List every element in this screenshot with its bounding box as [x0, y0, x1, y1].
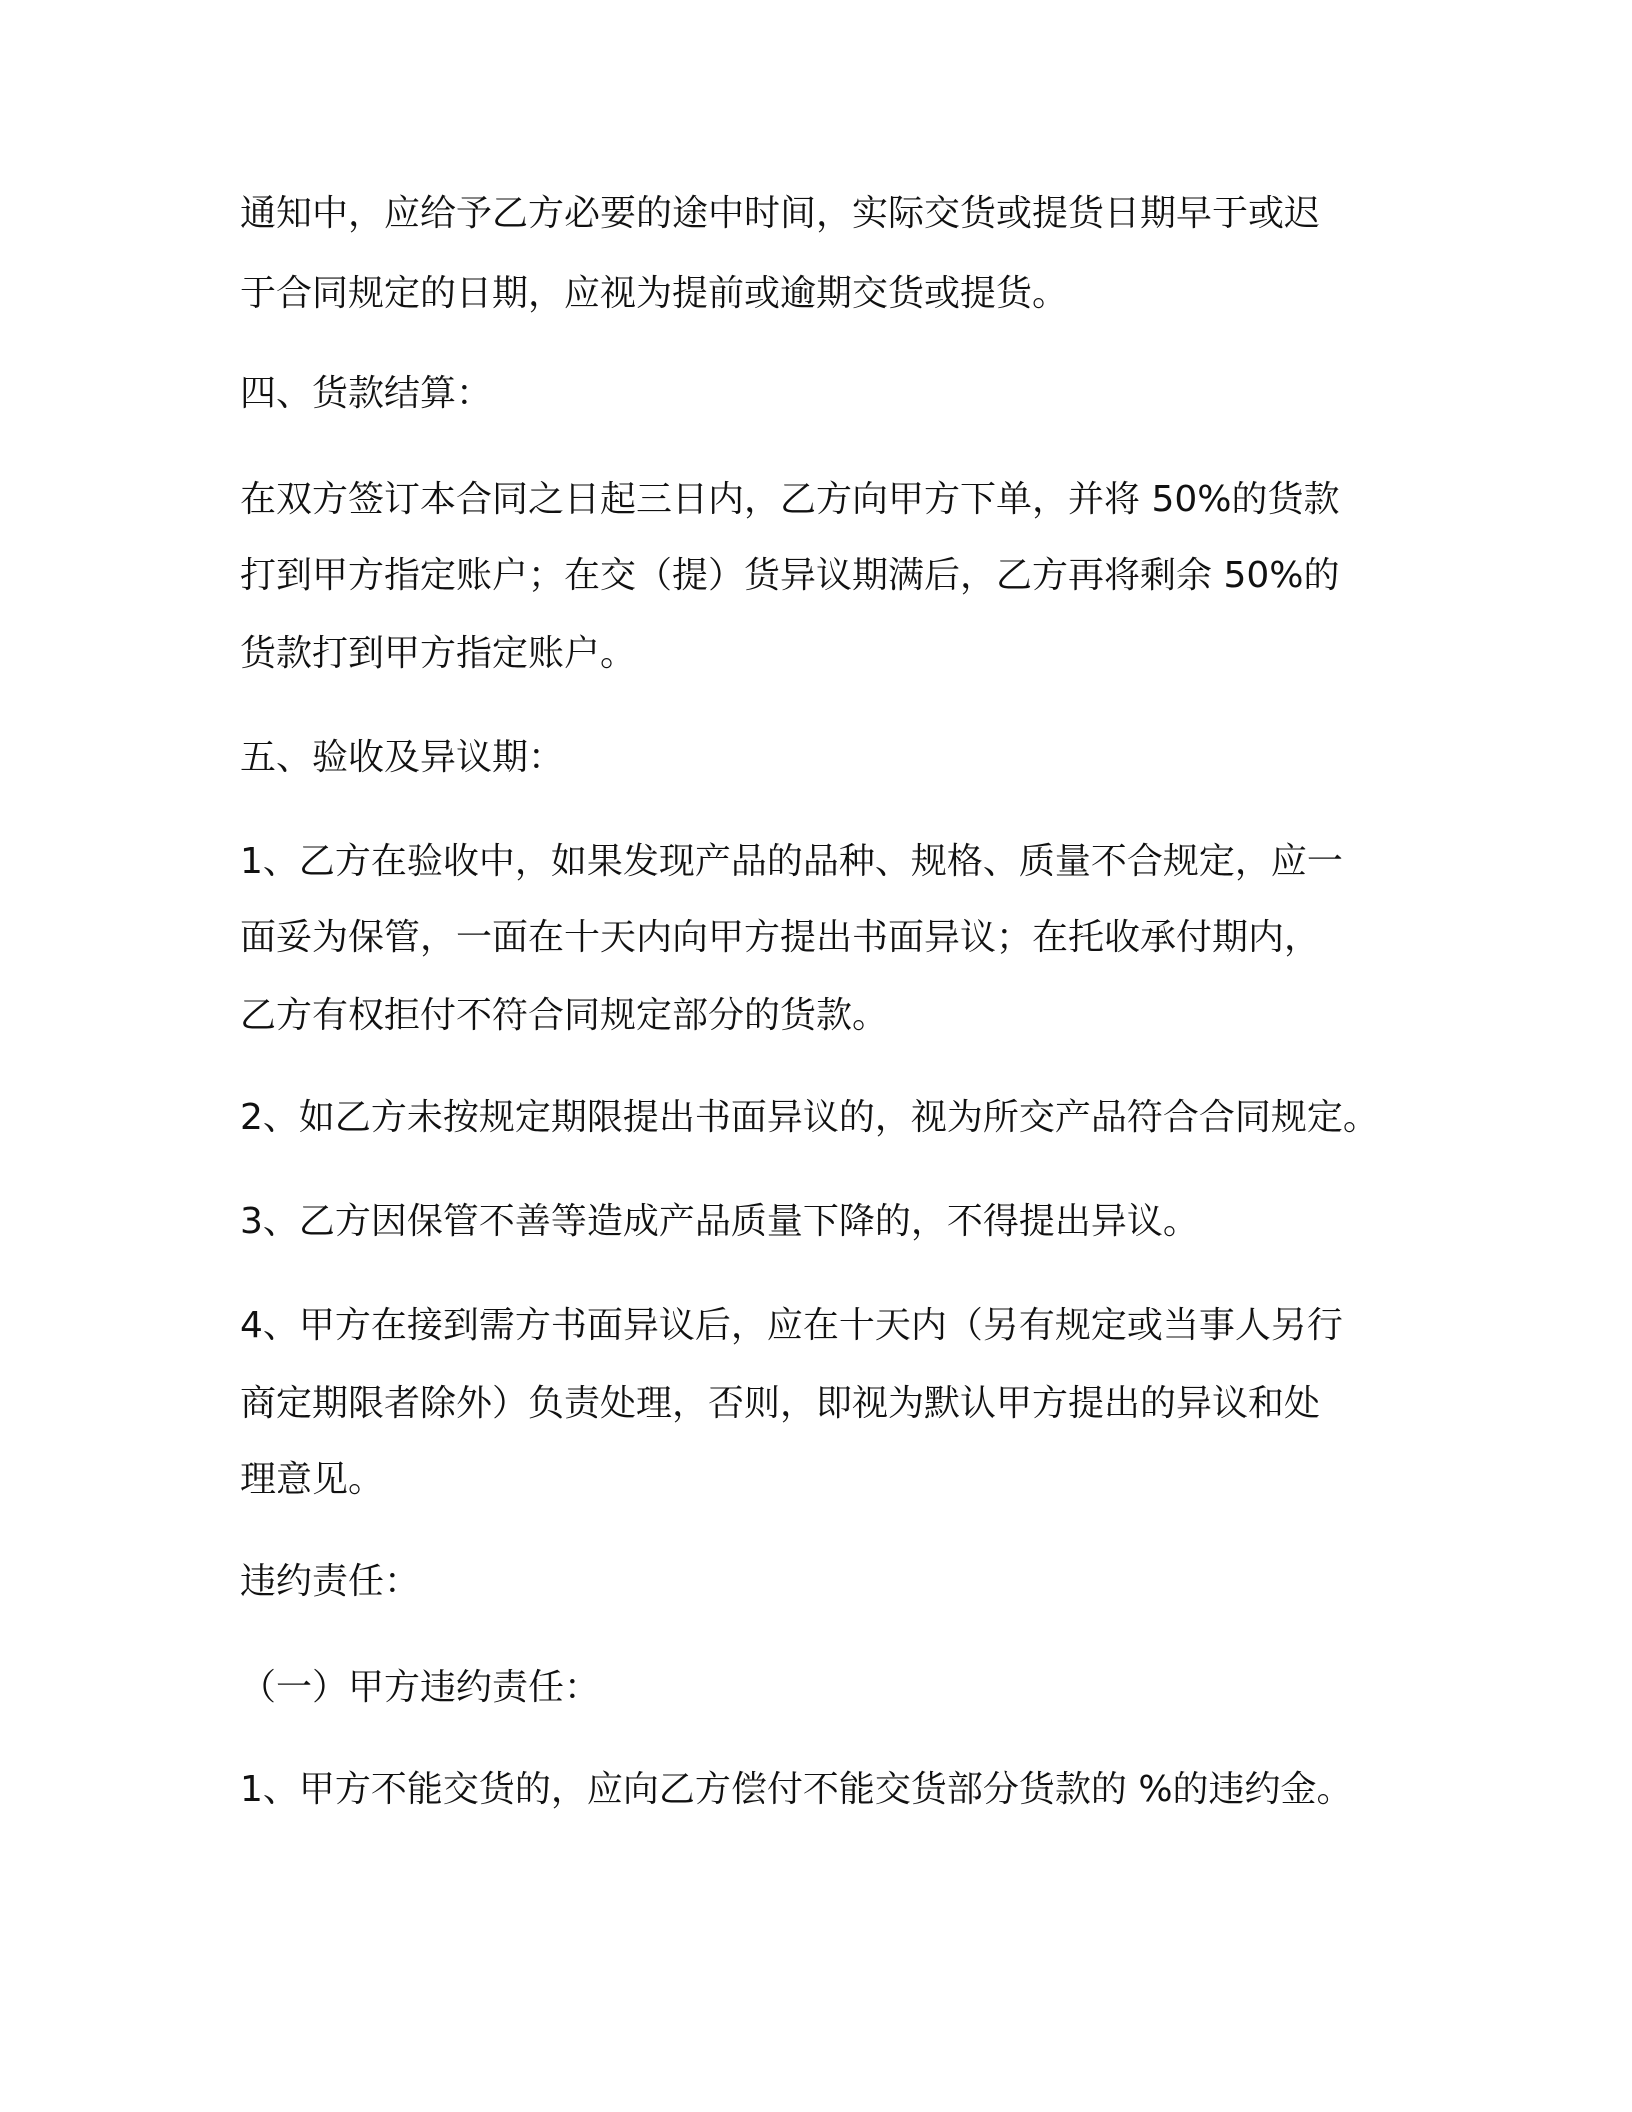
paragraph-line: 货款打到甲方指定账户。	[240, 633, 637, 674]
paragraph-line: 乙方有权拒付不符合同规定部分的货款。	[240, 995, 889, 1036]
paragraph-line: 1、乙方在验收中，如果发现产品的品种、规格、质量不合规定，应一	[240, 841, 1343, 882]
paragraph-line: 面妥为保管，一面在十天内向甲方提出书面异议；在托收承付期内，	[240, 917, 1321, 958]
section-heading: 五、验收及异议期：	[240, 737, 565, 778]
paragraph-line: 在双方签订本合同之日起三日内，乙方向甲方下单，并将 50%的货款	[240, 479, 1340, 520]
paragraph-line: 于合同规定的日期，应视为提前或逾期交货或提货。	[240, 273, 1069, 314]
paragraph-line: 通知中，应给予乙方必要的途中时间，实际交货或提货日期早于或迟	[240, 193, 1321, 234]
paragraph-line: 3、乙方因保管不善等造成产品质量下降的，不得提出异议。	[240, 1201, 1199, 1242]
paragraph-line: 1、甲方不能交货的，应向乙方偿付不能交货部分货款的 %的违约金。	[240, 1769, 1353, 1810]
paragraph-line: 打到甲方指定账户；在交（提）货异议期满后，乙方再将剩余 50%的	[240, 555, 1340, 596]
section-heading: 四、货款结算：	[240, 373, 493, 414]
paragraph-line: 2、如乙方未按规定期限提出书面异议的，视为所交产品符合合同规定。	[240, 1097, 1379, 1138]
paragraph-line: 商定期限者除外）负责处理，否则，即视为默认甲方提出的异议和处	[240, 1383, 1321, 1424]
paragraph-line: 理意见。	[240, 1459, 385, 1500]
paragraph-line: 4、甲方在接到需方书面异议后，应在十天内（另有规定或当事人另行	[240, 1305, 1343, 1346]
subsection-heading: （一）甲方违约责任：	[240, 1667, 601, 1708]
section-heading: 违约责任：	[240, 1561, 421, 1602]
